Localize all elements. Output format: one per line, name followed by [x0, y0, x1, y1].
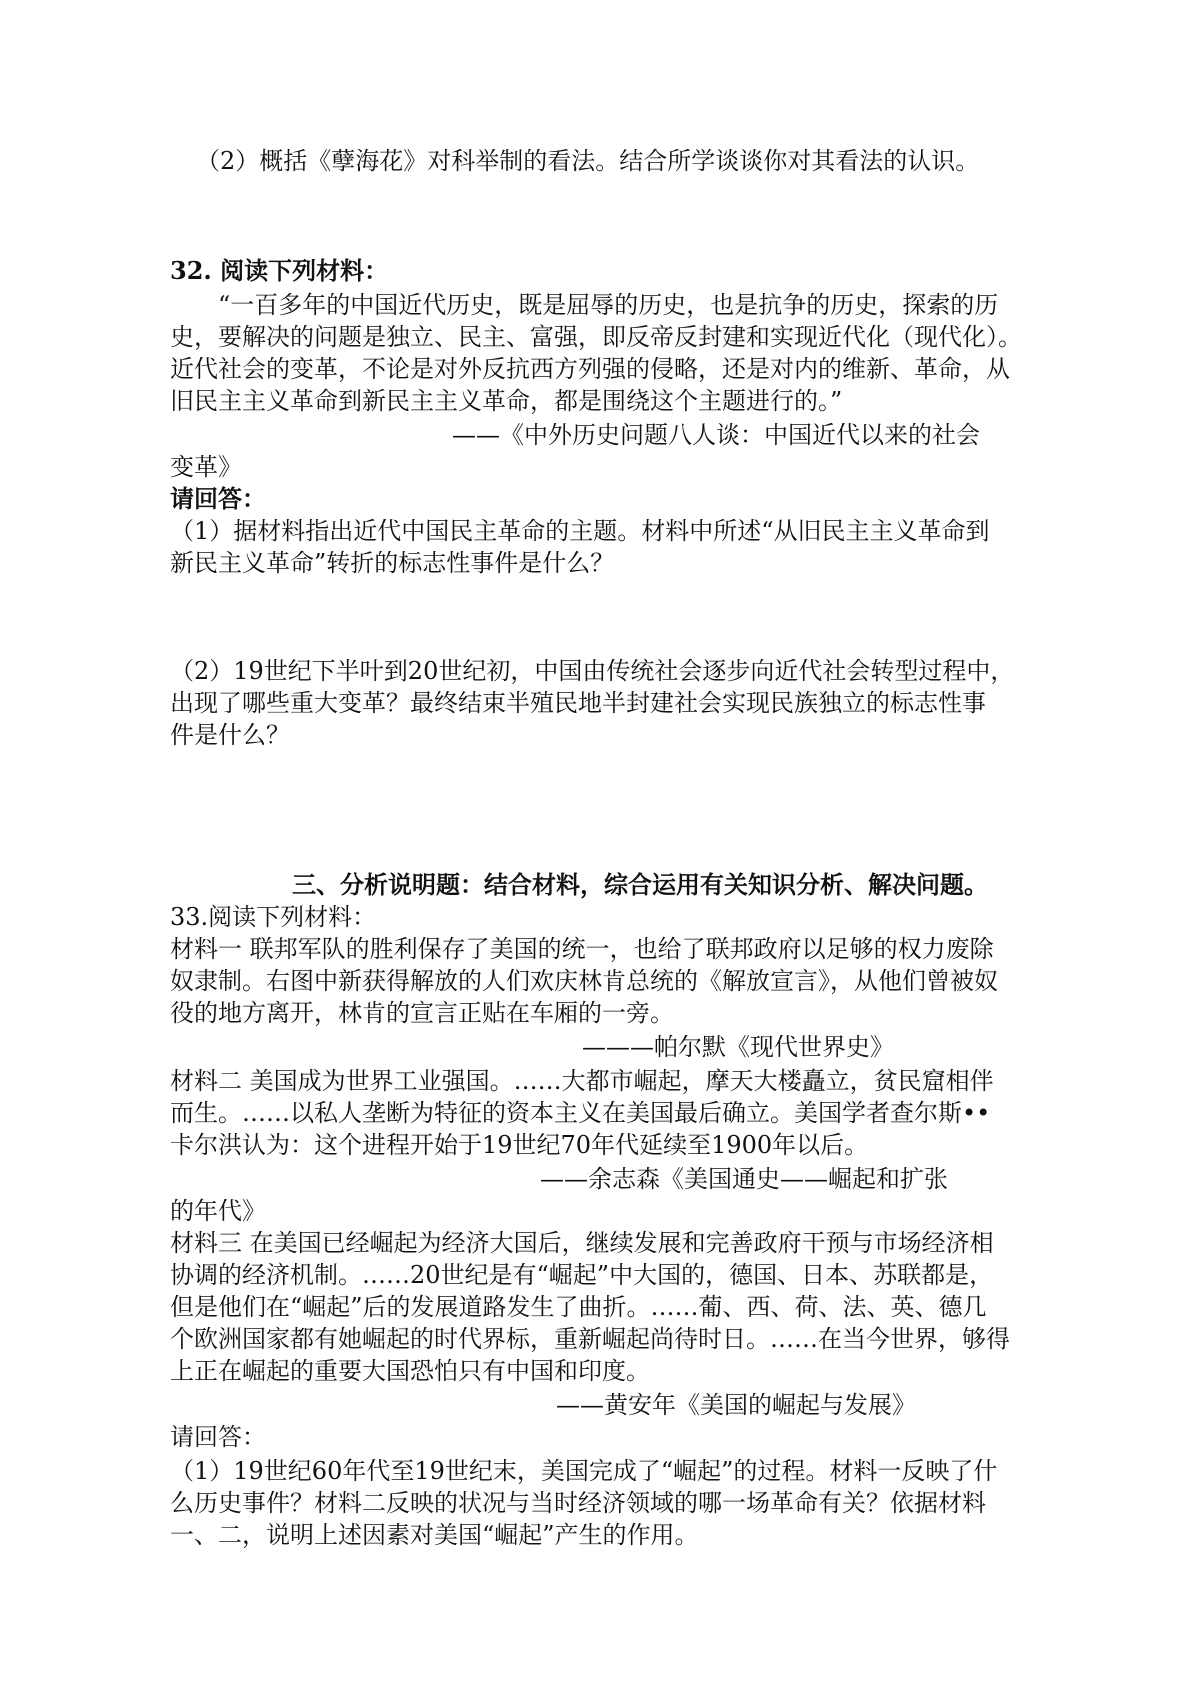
q31-part2: （2）概括《孽海花》对科举制的看法。结合所学谈谈你对其看法的认识。	[196, 147, 980, 175]
q32-part1-line: 新民主义革命”转折的标志性事件是什么？	[170, 549, 615, 577]
q33-material1-line: 役的地方离开，林肯的宣言正贴在车厢的一旁。	[170, 999, 674, 1027]
q33-material3-line: 个欧洲国家都有她崛起的时代界标，重新崛起尚待时日。……在当今世界，够得	[170, 1325, 1010, 1353]
q33-material3-line: 但是他们在“崛起”后的发展道路发生了曲折。……葡、西、荷、法、英、德几	[170, 1293, 987, 1321]
q33-material2-line: 而生。……以私人垄断为特征的资本主义在美国最后确立。美国学者查尔斯••	[170, 1099, 991, 1127]
q32-heading: 32. 阅读下列材料：	[170, 256, 389, 285]
q33-material3-line: 上正在崛起的重要大国恐怕只有中国和印度。	[170, 1357, 650, 1385]
q33-material2-source-cont: 的年代》	[170, 1197, 266, 1225]
q32-source-cont: 变革》	[170, 453, 242, 481]
q33-material2-source: ——余志森《美国通史——崛起和扩张	[540, 1165, 948, 1193]
q33-material3-line: 材料三 在美国已经崛起为经济大国后，继续发展和完善政府干预与市场经济相	[170, 1229, 994, 1257]
q32-quote-line: 旧民主主义革命到新民主主义革命，都是围绕这个主题进行的。”	[170, 387, 843, 415]
q32-quote-line: 近代社会的变革，不论是对外反抗西方列强的侵略，还是对内的维新、革命，从	[170, 355, 1010, 383]
q32-quote-line: 史，要解决的问题是独立、民主、富强，即反帝反封建和实现近代化（现代化）。	[170, 323, 1022, 351]
q32-source: ——《中外历史问题八人谈：中国近代以来的社会	[452, 421, 980, 449]
q32-prompt: 请回答：	[170, 484, 266, 513]
q33-material2-line: 卡尔洪认为：这个进程开始于19世纪70年代延续至1900年以后。	[170, 1131, 869, 1159]
q33-material3-line: 协调的经济机制。……20世纪是有“崛起”中大国的，德国、日本、苏联都是，	[170, 1261, 994, 1289]
q32-quote-line: “一百多年的中国近代历史，既是屈辱的历史，也是抗争的历史，探索的历	[218, 291, 999, 319]
q33-prompt: 请回答：	[170, 1423, 266, 1451]
q33-part1-line: 一、二，说明上述因素对美国“崛起”产生的作用。	[170, 1521, 699, 1549]
q33-material1-line: 奴隶制。右图中新获得解放的人们欢庆林肯总统的《解放宣言》，从他们曾被奴	[170, 967, 998, 995]
section3-title: 三、分析说明题：结合材料，综合运用有关知识分析、解决问题。	[292, 870, 988, 899]
q32-part1-line: （1）据材料指出近代中国民主革命的主题。材料中所述“从旧民主主义革命到	[170, 517, 990, 545]
q33-material1-line: 材料一 联邦军队的胜利保存了美国的统一，也给了联邦政府以足够的权力废除	[170, 935, 994, 963]
q33-part1-line: 么历史事件？材料二反映的状况与当时经济领域的哪一场革命有关？依据材料	[170, 1489, 986, 1517]
q32-part2-line: （2）19世纪下半叶到20世纪初，中国由传统社会逐步向近代社会转型过程中，	[170, 657, 1015, 685]
q33-material2-line: 材料二 美国成为世界工业强国。……大都市崛起，摩天大楼矗立，贫民窟相伴	[170, 1067, 994, 1095]
q33-material1-source: ———帕尔默《现代世界史》	[582, 1033, 894, 1061]
q32-part2-line: 出现了哪些重大变革？最终结束半殖民地半封建社会实现民族独立的标志性事	[170, 689, 986, 717]
q33-heading: 33.阅读下列材料：	[170, 903, 377, 931]
q33-material3-source: ——黄安年《美国的崛起与发展》	[556, 1391, 916, 1419]
q32-part2-line: 件是什么？	[170, 721, 290, 749]
q33-part1-line: （1）19世纪60年代至19世纪末，美国完成了“崛起”的过程。材料一反映了什	[170, 1457, 998, 1485]
